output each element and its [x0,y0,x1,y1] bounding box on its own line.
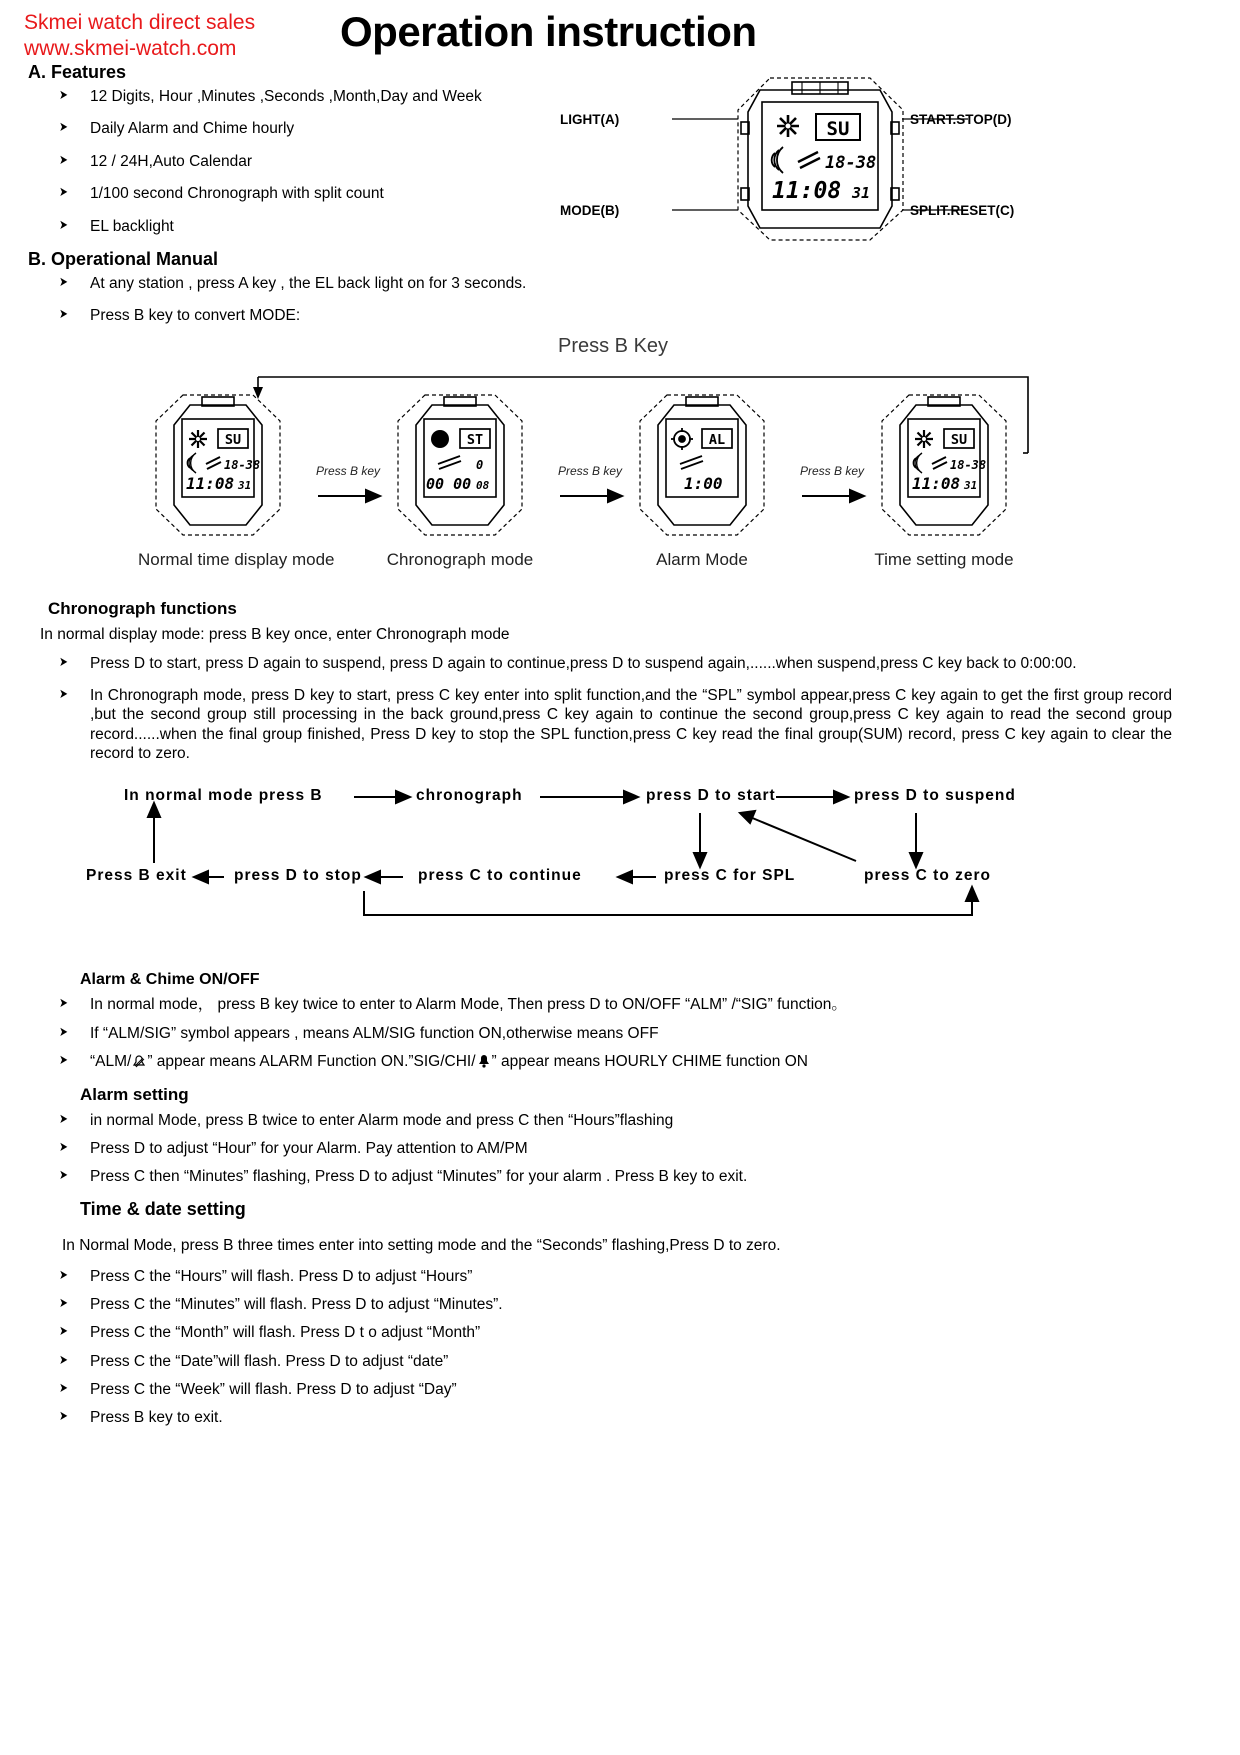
alarm-chime-list [28,995,1212,1074]
press-b-key-label: Press B key [558,463,623,478]
chronograph-heading: Chronograph functions [48,598,237,618]
alarm-setting-item: ➤ in normal Mode, press B twice to enter Alarm mode and press C then “Hours”flashing [28,1111,1212,1130]
time-date-item: ➤ Press C the “Minutes” will flash. Press D to adjust “Minutes”. [28,1295,1212,1314]
features-item: ➤ 1/100 second Chronograph with split count [28,184,1212,203]
time-date-item: ➤ Press B key to exit. [28,1408,1212,1427]
flow-node-press-b-exit: Press B exit [86,867,187,885]
chronograph-flow-diagram [28,779,1212,929]
mode-lcd-week: AL [708,431,726,448]
label-mode-b: MODE(B) [560,203,620,218]
alarm-setting-list [28,1111,1212,1187]
mode-lcd-time: 11:08 [186,473,235,493]
lcd-date: 18-38 [825,153,877,173]
alarm-chime-item [28,1052,1212,1074]
time-date-item: ➤ Press C the “Month” will flash. Press D t o adjust “Month” [28,1323,1212,1342]
chronograph-intro: In normal display mode: press B key once, enter Chronograph mode [40,625,510,643]
mode-lcd-time: 11:08 [912,473,961,493]
alarm-chime-item-part-c: ” appear means HOURLY CHIME function ON [491,1053,808,1071]
mode-caption: Time setting mode [874,549,1014,569]
flow-node-press-d-start: press D to start [646,787,776,805]
mode-flow-diagram [28,334,1212,589]
features-item: ➤ 12 / 24H,Auto Calendar [28,152,1212,171]
time-date-item: ➤ Press C the “Week” will flash. Press D to adjust “Day” [28,1380,1212,1399]
mode-lcd-sec: 08 [476,478,490,492]
mode-caption: Normal time display mode [138,549,335,569]
alarm-setting-item: ➤ Press D to adjust “Hour” for your Alarm. Pay attention to AM/PM [28,1139,1212,1158]
time-date-item: ➤ Press C the “Date”will flash. Press D to adjust “date” [28,1352,1212,1371]
press-b-key-label: Press B key [316,463,381,478]
mode-lcd-time: 1:00 [684,473,723,493]
mode-flow-title: Press B Key [558,334,669,357]
time-date-intro: In Normal Mode, press B three times enter into setting mode and the “Seconds” flashing,Press D to zero. [62,1236,781,1254]
lcd-time: 11:08 [772,178,842,204]
chronograph-item: ➤ In Chronograph mode, press D key to start, press C key enter into split function,and the “SPL” symbol appear,press C key again to get the first group record ,but the second group still processing in the back ground,press C key again to continue the second group,press C key again to read the second group record......when the final group finished, Press D key to stop the SPL function,press C key read the final group(SUM) record, press C key again to clear the record to zero. [28,686,1212,764]
press-b-key-label: Press B key [800,463,865,478]
mode-caption: Alarm Mode [656,549,748,569]
mode-lcd-time: 00 00 [426,474,472,493]
time-date-heading: Time & date setting [80,1198,246,1219]
alarm-chime-heading: Alarm & Chime ON/OFF [80,971,260,989]
mode-caption: Chronograph mode [386,549,534,569]
flow-node-press-d-suspend: press D to suspend [854,787,1016,805]
mode-lcd-week: ST [466,431,484,448]
alarm-chime-item-part-b: ” appear means ALARM Function ON.”SIG/CHI/ [147,1053,476,1071]
chime-bell-icon [476,1053,492,1074]
chronograph-list [28,654,1212,764]
features-item: ➤ 12 Digits, Hour ,Minutes ,Seconds ,Month,Day and Week [28,87,1212,106]
alarm-setting-item: ➤ Press C then “Minutes” flashing, Press D to adjust “Minutes” for your alarm . Press B key to exit. [28,1167,1212,1186]
mode-lcd-week: SU [224,431,242,448]
alarm-chime-item: ➤ In normal mode， press B key twice to enter to Alarm Mode, Then press D to ON/OFF “ALM” /“SIG” function。 [28,995,1212,1014]
mode-flow-arrows [28,339,1088,589]
alarm-setting-heading: Alarm setting [80,1084,189,1104]
manual-list [28,274,1212,326]
alarm-chime-item: ➤ If “ALM/SIG” symbol appears , means ALM/SIG function ON,otherwise means OFF [28,1024,1212,1043]
manual-item: ➤ Press B key to convert MODE: [28,306,1212,325]
mode-lcd-sec: 31 [964,478,978,492]
flow-node-press-c-spl: press C for SPL [664,867,796,885]
features-heading: A. Features [28,62,127,82]
lcd-seconds: 31 [852,184,871,202]
alarm-chime-item-part-a: “ALM/ [90,1053,132,1071]
time-date-item: ➤ Press C the “Hours” will flash. Press D to adjust “Hours” [28,1267,1212,1286]
label-light-a: LIGHT(A) [560,112,620,127]
mode-lcd-date: 18-38 [950,457,987,472]
mode-lcd-date: 18-38 [224,457,261,472]
manual-heading: B. Operational Manual [28,248,219,269]
brand-block [24,10,255,63]
label-split-reset-c: SPLIT.RESET(C) [910,203,1015,218]
features-item: ➤ Daily Alarm and Chime hourly [28,119,1212,138]
mode-lcd-sec: 31 [238,478,252,492]
flow-node-press-c-continue: press C to continue [418,867,582,885]
flow-node-press-c-zero: press C to zero [864,867,991,885]
flow-node-normal-mode: In normal mode press B [124,787,323,805]
chronograph-item: ➤ Press D to start, press D again to suspend, press D again to continue,press D to suspend again,......when suspend,press C key back to 0:00:00. [28,654,1212,673]
brand-line-1: Skmei watch direct sales [24,11,256,34]
brand-line-2: www.skmei-watch.com [24,37,237,61]
lcd-weekday: SU [826,118,850,140]
time-date-list [28,1267,1212,1428]
manual-item: ➤ At any station , press A key , the EL back light on for 3 seconds. [28,274,1212,293]
mode-lcd-date: 0 [476,457,484,472]
mode-lcd-week: SU [950,431,968,448]
flow-node-chronograph: chronograph [416,787,523,805]
label-start-stop-d: START.STOP(D) [910,112,1012,127]
alarm-bell-icon [131,1053,147,1074]
page-title: Operation instruction [340,8,757,55]
features-item: ➤ EL backlight [28,217,1212,236]
flow-node-press-d-stop: press D to stop [234,867,362,885]
